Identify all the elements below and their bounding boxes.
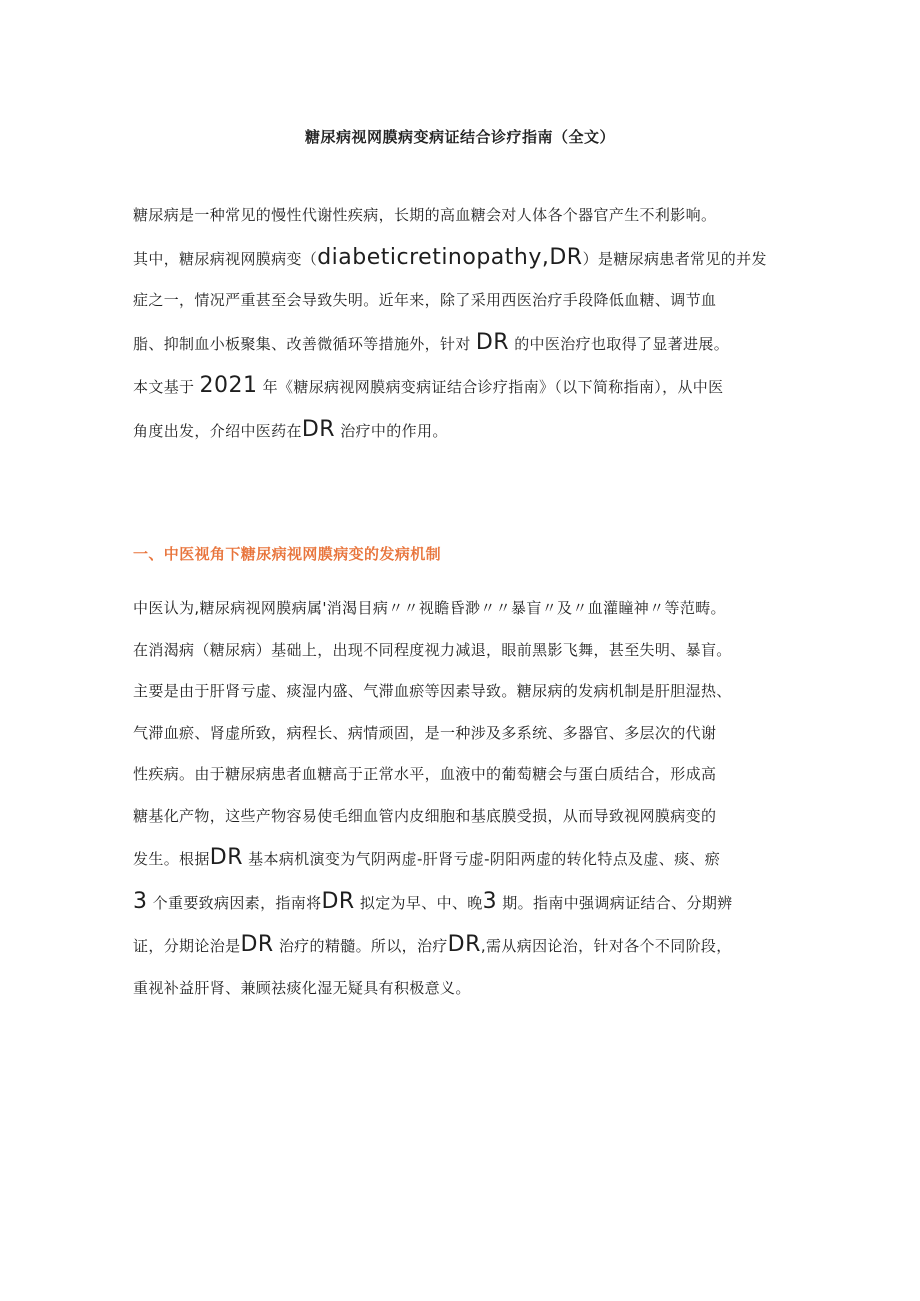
document-title: 糖尿病视网膜病变病证结合诊疗指南（全文） [304, 128, 615, 146]
section-1-line-9-text-c: 治疗的精髓。所以，治疗 [278, 937, 448, 955]
intro-line-6-text-a: 角度出发，介绍中医药在 [133, 421, 302, 440]
intro-line-6-dr: DR [301, 416, 336, 442]
intro-paragraph [133, 195, 805, 452]
intro-line-3: 症之一，情况严重甚至会导致失明。近年来，除了采用西医治疗手段降低血糖、调节血 [133, 291, 717, 309]
intro-line-2-text-a: 其中，糖尿病视网膜病变（ [133, 249, 318, 268]
section-1-line-3: 主要是由于肝肾亏虚、痰湿内盛、气滞血瘀等因素导致。糖尿病的发病机制是肝胆湿热、 [133, 682, 732, 700]
section-1-line-8-num-e: 3 [482, 888, 498, 914]
section-1-line-10: 重视补益肝肾、兼顾祛痰化湿无疑具有积极意义。 [133, 978, 471, 997]
intro-line-2-term: diabeticretinopathy,DR [317, 244, 583, 270]
intro-line-2 [133, 237, 805, 281]
section-1-line-2: 在消渴病（糖尿病）基础上，出现不同程度视力减退，眼前黑影飞舞，甚至失明、暴盲。 [133, 640, 732, 659]
section-1-line-7-text-a: 发生。根据 [133, 850, 210, 868]
intro-line-5-text-a: 本文基于 [133, 378, 195, 396]
section-1-line-7-text-c: 基本病机演变为气阴两虚-肝肾亏虚-阴阳两虚的转化特点及虚、痰、瘀 [248, 850, 721, 868]
intro-line-4 [133, 322, 805, 366]
section-1-line-5: 性疾病。由于糖尿病患者血糖高于正常水平，血液中的葡萄糖会与蛋白质结合，形成高 [133, 765, 717, 783]
section-1-line-8-text-d: 拟定为早、中、晚 [359, 893, 483, 912]
section-1-line-1: 中医认为,糖尿病视网膜病属'消渴目病〃〃视瞻昏渺〃〃暴盲〃及〃血灌瞳神〃等范畴。 [133, 599, 726, 617]
intro-line-1: 糖尿病是一种常见的慢性代谢性疾病，长期的高血糖会对人体各个器官产生不利影响。 [133, 206, 717, 224]
section-1-line-9-dr-2: DR [447, 932, 481, 957]
intro-line-5-text-c: 年《糖尿病视网膜病变病证结合诊疗指南》（以下简称指南），从中医 [262, 378, 724, 396]
intro-line-4-dr: DR [475, 329, 510, 355]
intro-line-6 [133, 409, 805, 453]
intro-line-4-text-a: 脂、抑制血小板聚集、改善微循环等措施外，针对 [133, 334, 471, 353]
section-1-line-8-text-f: 期。指南中强调病证结合、分期辨 [502, 893, 733, 912]
section-1-line-9 [133, 924, 805, 968]
intro-line-5 [133, 365, 805, 409]
intro-line-2-text-c: ）是糖尿病患者常见的并发 [582, 249, 767, 268]
section-1-line-9-text-a: 证，分期论治是 [133, 937, 241, 955]
section-1-paragraph [133, 588, 805, 1009]
section-1-line-9-text-e: ,需从病因论治，针对各个不同阶段， [480, 937, 732, 955]
section-1-line-7-dr: DR [209, 845, 243, 870]
section-1-line-8-dr: DR [321, 888, 355, 914]
section-1-heading: 一、中医视角下糖尿病视网膜病变的发病机制 [133, 545, 442, 563]
section-1-line-8 [133, 881, 805, 925]
section-1-line-6: 糖基化产物，这些产物容易使毛细血管内皮细胞和基底膜受损，从而导致视网膜病变的 [133, 806, 717, 825]
section-1-line-4: 气滞血瘀、肾虚所致，病程长、病情顽固，是一种涉及多系统、多器官、多层次的代谢 [133, 723, 717, 742]
intro-line-6-text-c: 治疗中的作用。 [340, 421, 448, 440]
intro-line-5-year: 2021 [199, 373, 258, 398]
section-1-line-8-num-a: 3 [133, 888, 148, 914]
section-1-line-9-dr: DR [240, 932, 274, 957]
intro-line-4-text-c: 的中医治疗也取得了显著进展。 [514, 334, 730, 353]
section-1-line-7 [133, 837, 805, 881]
section-1-line-8-text-b: 个重要致病因素，指南将 [152, 893, 322, 912]
